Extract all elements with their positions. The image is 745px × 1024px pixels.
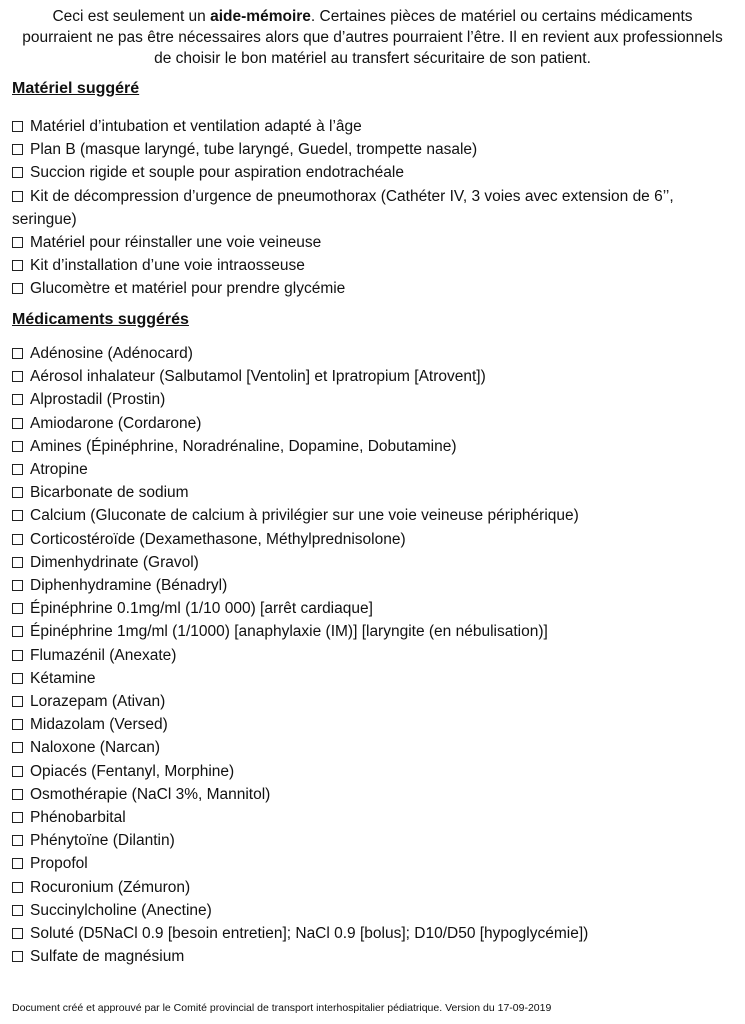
materiel-item-label: Kit de décompression d’urgence de pneumothorax (Cathéter IV, 3 voies avec extension de 6’’, seringue) xyxy=(12,187,674,228)
medicament-item-label: Propofol xyxy=(30,855,88,873)
medicament-item-label: Épinéphrine 0.1mg/ml (1/10 000) [arrêt cardiaque] xyxy=(30,600,373,618)
checkbox-icon[interactable] xyxy=(12,905,23,916)
medicament-item-label: Calcium (Gluconate de calcium à privilégier sur une voie veineuse périphérique) xyxy=(30,507,579,525)
medicament-item xyxy=(12,806,727,829)
intro-paragraph xyxy=(20,6,725,69)
medicament-item-label: Aérosol inhalateur (Salbutamol [Ventolin] et Ipratropium [Atrovent]) xyxy=(30,368,486,386)
medicament-item xyxy=(12,528,727,551)
medicament-item xyxy=(12,458,727,481)
materiel-item-label: Matériel d’intubation et ventilation adapté à l’âge xyxy=(30,118,362,135)
checkbox-icon[interactable] xyxy=(12,812,23,823)
checkbox-icon[interactable] xyxy=(12,742,23,753)
medicament-item xyxy=(12,620,727,643)
medicament-item xyxy=(12,388,727,411)
checkbox-icon[interactable] xyxy=(12,766,23,777)
medicament-item-label: Opiacés (Fentanyl, Morphine) xyxy=(30,762,235,780)
materiel-item-label: Glucomètre et matériel pour prendre glycémie xyxy=(30,280,346,298)
medicament-item xyxy=(12,435,727,458)
medicament-item-label: Corticostéroïde (Dexamethasone, Méthylprednisolone) xyxy=(30,530,406,548)
materiel-item xyxy=(12,115,727,138)
checkbox-icon[interactable] xyxy=(12,237,23,248)
materiel-list xyxy=(12,115,727,301)
checkbox-icon[interactable] xyxy=(12,283,23,294)
medicament-item-label: Bicarbonate de sodium xyxy=(30,484,189,502)
medicament-item xyxy=(12,713,727,736)
medicament-item xyxy=(12,551,727,574)
medicament-item xyxy=(12,876,727,899)
materiel-item-label: Matériel pour réinstaller une voie veineuse xyxy=(30,234,322,252)
medicament-item-label: Atropine xyxy=(30,461,88,479)
medicament-item-label: Diphenhydramine (Bénadryl) xyxy=(30,577,228,595)
materiel-item xyxy=(12,161,727,184)
checkbox-icon[interactable] xyxy=(12,882,23,893)
checkbox-icon[interactable] xyxy=(12,580,23,591)
medicament-item xyxy=(12,342,727,365)
checkbox-icon[interactable] xyxy=(12,144,23,155)
checkbox-icon[interactable] xyxy=(12,260,23,271)
medicament-item-label: Phénobarbital xyxy=(30,809,126,827)
checkbox-icon[interactable] xyxy=(12,603,23,614)
medicament-item-label: Sulfate de magnésium xyxy=(30,948,185,966)
medicament-item-label: Rocuronium (Zémuron) xyxy=(30,878,191,896)
medicament-item xyxy=(12,504,727,527)
checkbox-icon[interactable] xyxy=(12,673,23,684)
checkbox-icon[interactable] xyxy=(12,951,23,962)
medicaments-list xyxy=(12,342,727,968)
medicament-item-label: Succinylcholine (Anectine) xyxy=(30,901,212,919)
medicament-item xyxy=(12,829,727,852)
checkbox-icon[interactable] xyxy=(12,167,23,178)
checkbox-icon[interactable] xyxy=(12,418,23,429)
medicament-item-label: Amiodarone (Cordarone) xyxy=(30,414,202,432)
medicament-item xyxy=(12,945,727,968)
medicament-item-label: Soluté (D5NaCl 0.9 [besoin entretien]; NaCl 0.9 [bolus]; D10/D50 [hypoglycémie]) xyxy=(30,925,589,943)
section-title-materiel: Matériel suggéré xyxy=(12,80,140,97)
medicament-item-label: Lorazepam (Ativan) xyxy=(30,693,166,711)
footer-note: Document créé et approuvé par le Comité provincial de transport interhospitalier pédiatrique. Version du 17-09-2019 xyxy=(12,1002,552,1014)
medicament-item xyxy=(12,852,727,875)
medicament-item xyxy=(12,760,727,783)
checkbox-icon[interactable] xyxy=(12,121,23,132)
medicament-item-label: Midazolam (Versed) xyxy=(30,716,168,734)
intro-bold: aide-mémoire xyxy=(210,8,311,25)
checkbox-icon[interactable] xyxy=(12,510,23,521)
medicament-item xyxy=(12,412,727,435)
materiel-item xyxy=(12,138,727,161)
checkbox-icon[interactable] xyxy=(12,441,23,452)
medicament-item-label: Flumazénil (Anexate) xyxy=(30,646,177,664)
checkbox-icon[interactable] xyxy=(12,487,23,498)
medicament-item xyxy=(12,644,727,667)
medicament-item xyxy=(12,481,727,504)
medicament-item xyxy=(12,736,727,759)
checkbox-icon[interactable] xyxy=(12,835,23,846)
medicament-item xyxy=(12,690,727,713)
checkbox-icon[interactable] xyxy=(12,789,23,800)
checkbox-icon[interactable] xyxy=(12,464,23,475)
materiel-item-label: Plan B (masque laryngé, tube laryngé, Guedel, trompette nasale) xyxy=(30,141,478,159)
medicament-item-label: Dimenhydrinate (Gravol) xyxy=(30,553,199,571)
materiel-item xyxy=(12,185,727,231)
materiel-item xyxy=(12,231,727,254)
medicament-item xyxy=(12,899,727,922)
checkbox-icon[interactable] xyxy=(12,626,23,637)
medicament-item-label: Phénytoïne (Dilantin) xyxy=(30,832,175,850)
checkbox-icon[interactable] xyxy=(12,858,23,869)
materiel-item xyxy=(12,254,727,277)
intro-text-1: Ceci est seulement un xyxy=(52,8,211,25)
medicament-item xyxy=(12,783,727,806)
materiel-item xyxy=(12,277,727,300)
medicament-item xyxy=(12,365,727,388)
medicament-item-label: Épinéphrine 1mg/ml (1/1000) [anaphylaxie (IM)] [laryngite (en nébulisation)] xyxy=(30,623,548,641)
medicament-item xyxy=(12,574,727,597)
materiel-item-label: Kit d’installation d’une voie intraosseuse xyxy=(30,257,305,275)
checkbox-icon[interactable] xyxy=(12,557,23,568)
medicament-item-label: Kétamine xyxy=(30,669,96,687)
checkbox-icon[interactable] xyxy=(12,191,23,202)
medicament-item-label: Osmothérapie (NaCl 3%, Mannitol) xyxy=(30,785,271,803)
medicament-item xyxy=(12,667,727,690)
section-title-medicaments: Médicaments suggérés xyxy=(12,311,189,328)
checkbox-icon[interactable] xyxy=(12,719,23,730)
checkbox-icon[interactable] xyxy=(12,928,23,939)
medicament-item-label: Naloxone (Narcan) xyxy=(30,739,161,757)
checkbox-icon[interactable] xyxy=(12,696,23,707)
checkbox-icon[interactable] xyxy=(12,348,23,359)
medicament-item xyxy=(12,922,727,945)
medicament-item-label: Amines (Épinéphrine, Noradrénaline, Dopamine, Dobutamine) xyxy=(30,437,457,455)
checkbox-icon[interactable] xyxy=(12,371,23,382)
materiel-item-label: Succion rigide et souple pour aspiration endotrachéale xyxy=(30,164,404,182)
checkbox-icon[interactable] xyxy=(12,394,23,405)
checkbox-icon[interactable] xyxy=(12,650,23,661)
medicament-item-label: Alprostadil (Prostin) xyxy=(30,391,166,409)
medicament-item-label: Adénosine (Adénocard) xyxy=(30,345,193,362)
checkbox-icon[interactable] xyxy=(12,534,23,545)
medicament-item xyxy=(12,597,727,620)
intro-text-2: . Certaines pièces de matériel ou certains médicaments pourraient ne pas être nécessaires alors que d’autres pourraient l’être. Il en revient aux professionnels de choisir le bon matériel au transfert sécuritaire de son patient. xyxy=(22,8,723,67)
